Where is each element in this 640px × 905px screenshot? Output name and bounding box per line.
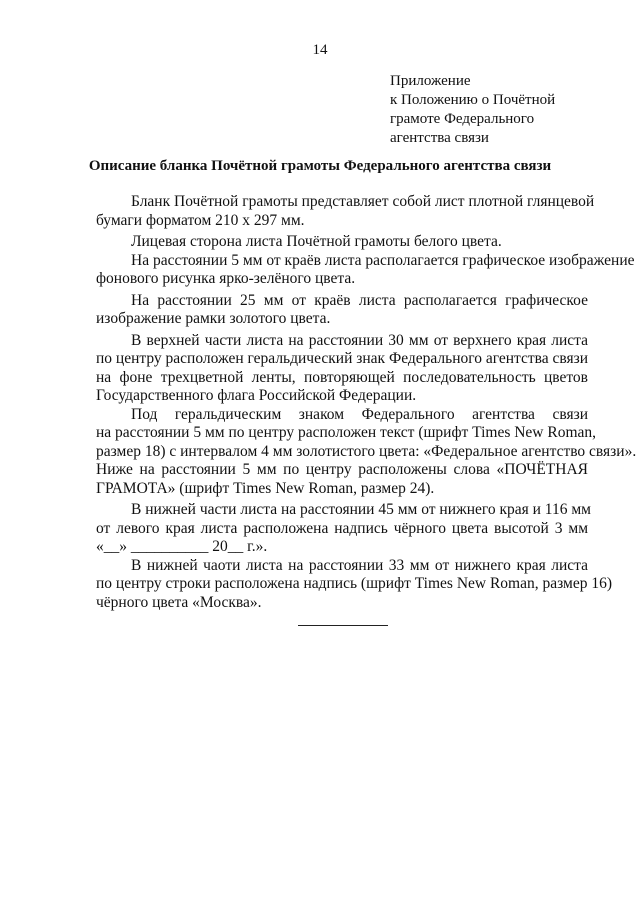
text-line: Ниже на расстоянии 5 мм по центру расположены слова «ПОЧЁТНАЯ (96, 461, 588, 478)
paragraph-date-field (61, 501, 591, 557)
text-line: Бланк Почётной грамоты представляет собой лист плотной глянцевой (131, 193, 595, 210)
text-line: на фоне трехцветной ленты, повторяющей последовательность цветов (96, 368, 588, 386)
page-number: 14 (312, 42, 328, 58)
text-line: ГРАМОТА» (шрифт Times New Roman, размер 24). (96, 479, 435, 497)
appendix-line: Приложение (390, 73, 471, 89)
text-line: Государственного флага Российской Федерации. (96, 387, 417, 404)
text-line: В верхней части листа на расстоянии 30 мм от верхнего края листа (131, 331, 588, 349)
text-line: от левого края листа расположена надпись чёрного цвета высотой 3 мм (96, 519, 588, 537)
appendix-line: к Положению о Почётной (390, 92, 556, 108)
text-line: изображение рамки золотого цвета. (96, 310, 331, 327)
text-line: по центру строки расположена надпись (шрифт Times New Roman, размер 16) (96, 575, 613, 592)
text-line: В нижней части листа на расстоянии 45 мм от нижнего края и 116 мм (131, 501, 591, 518)
document-body (61, 193, 637, 612)
text-line: В нижней чаоти листа на расстоянии 33 мм от нижнего края листа (131, 556, 588, 574)
end-of-document-rule (298, 625, 388, 626)
appendix-line: грамоте Федерального (390, 111, 535, 127)
document-title: Описание бланка Почётной грамоты Федерального агентства связи (88, 158, 552, 174)
text-line: фонового рисунка ярко-зелёного цвета. (96, 270, 356, 287)
text-line: по центру расположен геральдический знак Федерального агентства связи (96, 350, 589, 367)
text-line: на расстоянии 5 мм по центру расположен текст (шрифт Times New Roman, (96, 424, 597, 441)
appendix-line: агентства связи (390, 130, 489, 146)
appendix-note (390, 72, 590, 148)
text-line: Лицевая сторона листа Почётной грамоты белого цвета. (131, 233, 502, 250)
paragraph-city (61, 556, 613, 613)
text-line: размер 18) с интервалом 4 мм золотистого цвета: «Федеральное агентство связи». (96, 442, 637, 460)
paragraph-frame (61, 292, 588, 329)
text-line: бумаги форматом 210 х 297 мм. (96, 211, 305, 229)
paragraph-emblem (61, 332, 588, 406)
text-line: чёрного цвета «Москва». (96, 593, 262, 611)
text-line: На расстоянии 5 мм от краёв листа располагается графическое изображение (131, 251, 635, 269)
paragraph-face-color (61, 233, 588, 252)
paragraph-format (61, 193, 595, 230)
text-line: На расстоянии 25 мм от краёв листа располагается графическое (131, 291, 588, 309)
text-line: «__» __________ 20__ г.». (96, 538, 268, 555)
paragraph-background (61, 251, 635, 289)
text-line: Под геральдическим знаком Федерального агентства связи (131, 405, 588, 423)
paragraph-agency-text (61, 405, 637, 499)
